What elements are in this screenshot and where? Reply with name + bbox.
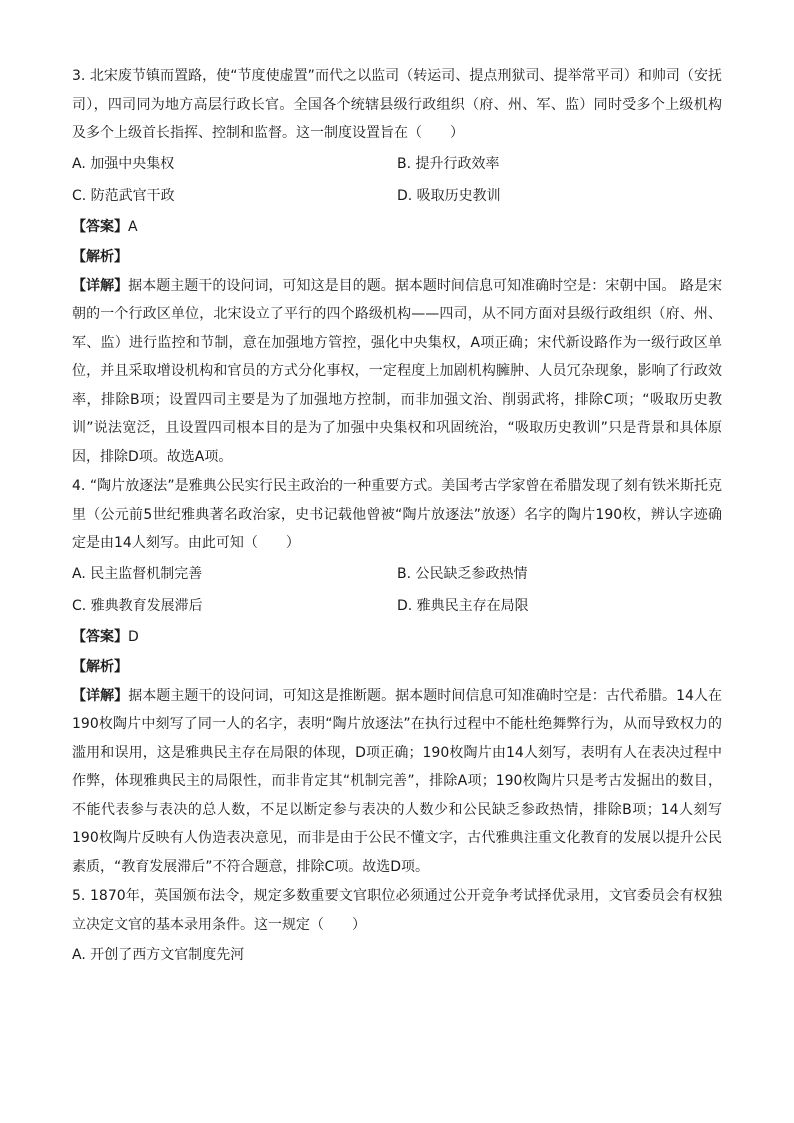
answer-label: 【答案】 bbox=[72, 218, 128, 235]
question-stem: 4. “陶片放逐法”是雅典公民实行民主政治的一种重要方式。美国考古学家曾在希腊发现了刻有铁米斯托克里（公元前5世纪雅典著名政治家，史书记载他曾被“陶片放逐法”放逐）名字的陶片190枚，辨认字迹确定是由14人刻写。由此可知（ ） bbox=[72, 478, 722, 551]
option-list bbox=[72, 148, 722, 212]
answer-line bbox=[72, 622, 722, 652]
analysis-label: 【解析】 bbox=[72, 658, 128, 675]
analysis-label: 【解析】 bbox=[72, 248, 128, 265]
detail-label: 【详解】 bbox=[72, 687, 129, 704]
detail-text: 据本题主题干的设问词，可知这是推断题。据本题时间信息可知准确时空是：古代希腊。14人在190枚陶片中刻写了同一人的名字，表明“陶片放逐法”在执行过程中不能杜绝舞弊行为，从而导致权力的滥用和误用，这是雅典民主存在局限的体现，D项正确；190枚陶片由14人刻写，表明有人在表决过程中作弊，体现雅典民主的局限性，而非肯定其“机制完善”，排除A项；190枚陶片只是考古发掘出的数目，不能代表参与表决的总人数，不足以断定参与表决的人数少和公民缺乏参政热情，排除B项；14人刻写190枚陶片反映有人伪造表决意见，而非是由于公民不懂文字，古代雅典注重文化教育的发展以提升公民素质，“教育发展滞后”不符合题意，排除C项。故选D项。 bbox=[72, 687, 723, 875]
option-d: D. 吸取历史教训 bbox=[397, 187, 501, 204]
question-stem: 3. 北宋废节镇而置路，使“节度使虚置”而代之以监司（转运司、提点刑狱司、提举常平司）和帅司（安抚司），四司同为地方高层行政长官。全国各个统辖县级行政组织（府、州、军、监）同时受多个上级机构及多个上级首长指挥、控制和监督。这一制度设置旨在（ ） bbox=[72, 68, 722, 141]
detail-paragraph bbox=[72, 272, 722, 472]
question-3 bbox=[72, 62, 722, 471]
question-stem: 5. 1870年，英国颁布法令，规定多数重要文官职位必须通过公开竞争考试择优录用，文官委员会有权独立决定文官的基本录用条件。这一规定（ ） bbox=[72, 888, 722, 933]
document-content bbox=[72, 62, 722, 971]
answer-line bbox=[72, 212, 722, 242]
option-list bbox=[72, 939, 722, 971]
option-d: D. 雅典民主存在局限 bbox=[397, 597, 529, 614]
option-a: A. 加强中央集权 bbox=[72, 155, 175, 172]
detail-label: 【详解】 bbox=[72, 277, 129, 294]
option-b: B. 公民缺乏参政热情 bbox=[397, 565, 528, 582]
detail-paragraph bbox=[72, 682, 722, 882]
option-c: C. 防范武官干政 bbox=[72, 187, 175, 204]
question-5 bbox=[72, 882, 722, 971]
question-4 bbox=[72, 472, 722, 881]
option-c: C. 雅典教育发展滞后 bbox=[72, 597, 203, 614]
option-a: A. 民主监督机制完善 bbox=[72, 565, 203, 582]
answer-value: A bbox=[128, 218, 138, 235]
option-list bbox=[72, 558, 722, 622]
answer-value: D bbox=[128, 628, 139, 645]
option-b: B. 提升行政效率 bbox=[397, 155, 500, 172]
answer-label: 【答案】 bbox=[72, 628, 128, 645]
detail-text: 据本题主题干的设问词，可知这是目的题。据本题时间信息可知准确时空是：宋朝中国。 路是宋朝的一个行政区单位，北宋设立了平行的四个路级机构——四司，从不同方面对县级行政组织（府、州、军、监）进行监控和节制，意在加强地方管控，强化中央集权，A项正确；宋代新设路作为一级行政区单位，并且采取增设机构和官员的方式分化事权，一定程度上加剧机构臃肿、人员冗杂现象，影响了行政效率，排除B项；设置四司主要是为了加强地方控制，而非加强文治、削弱武将，排除C项；“吸取历史教训”说法宽泛，且设置四司根本目的是为了加强中央集权和巩固统治，“吸取历史教训”只是背景和具体原因，排除D项。故选A项。 bbox=[72, 277, 723, 465]
option-a: A. 开创了西方文官制度先河 bbox=[72, 947, 245, 963]
